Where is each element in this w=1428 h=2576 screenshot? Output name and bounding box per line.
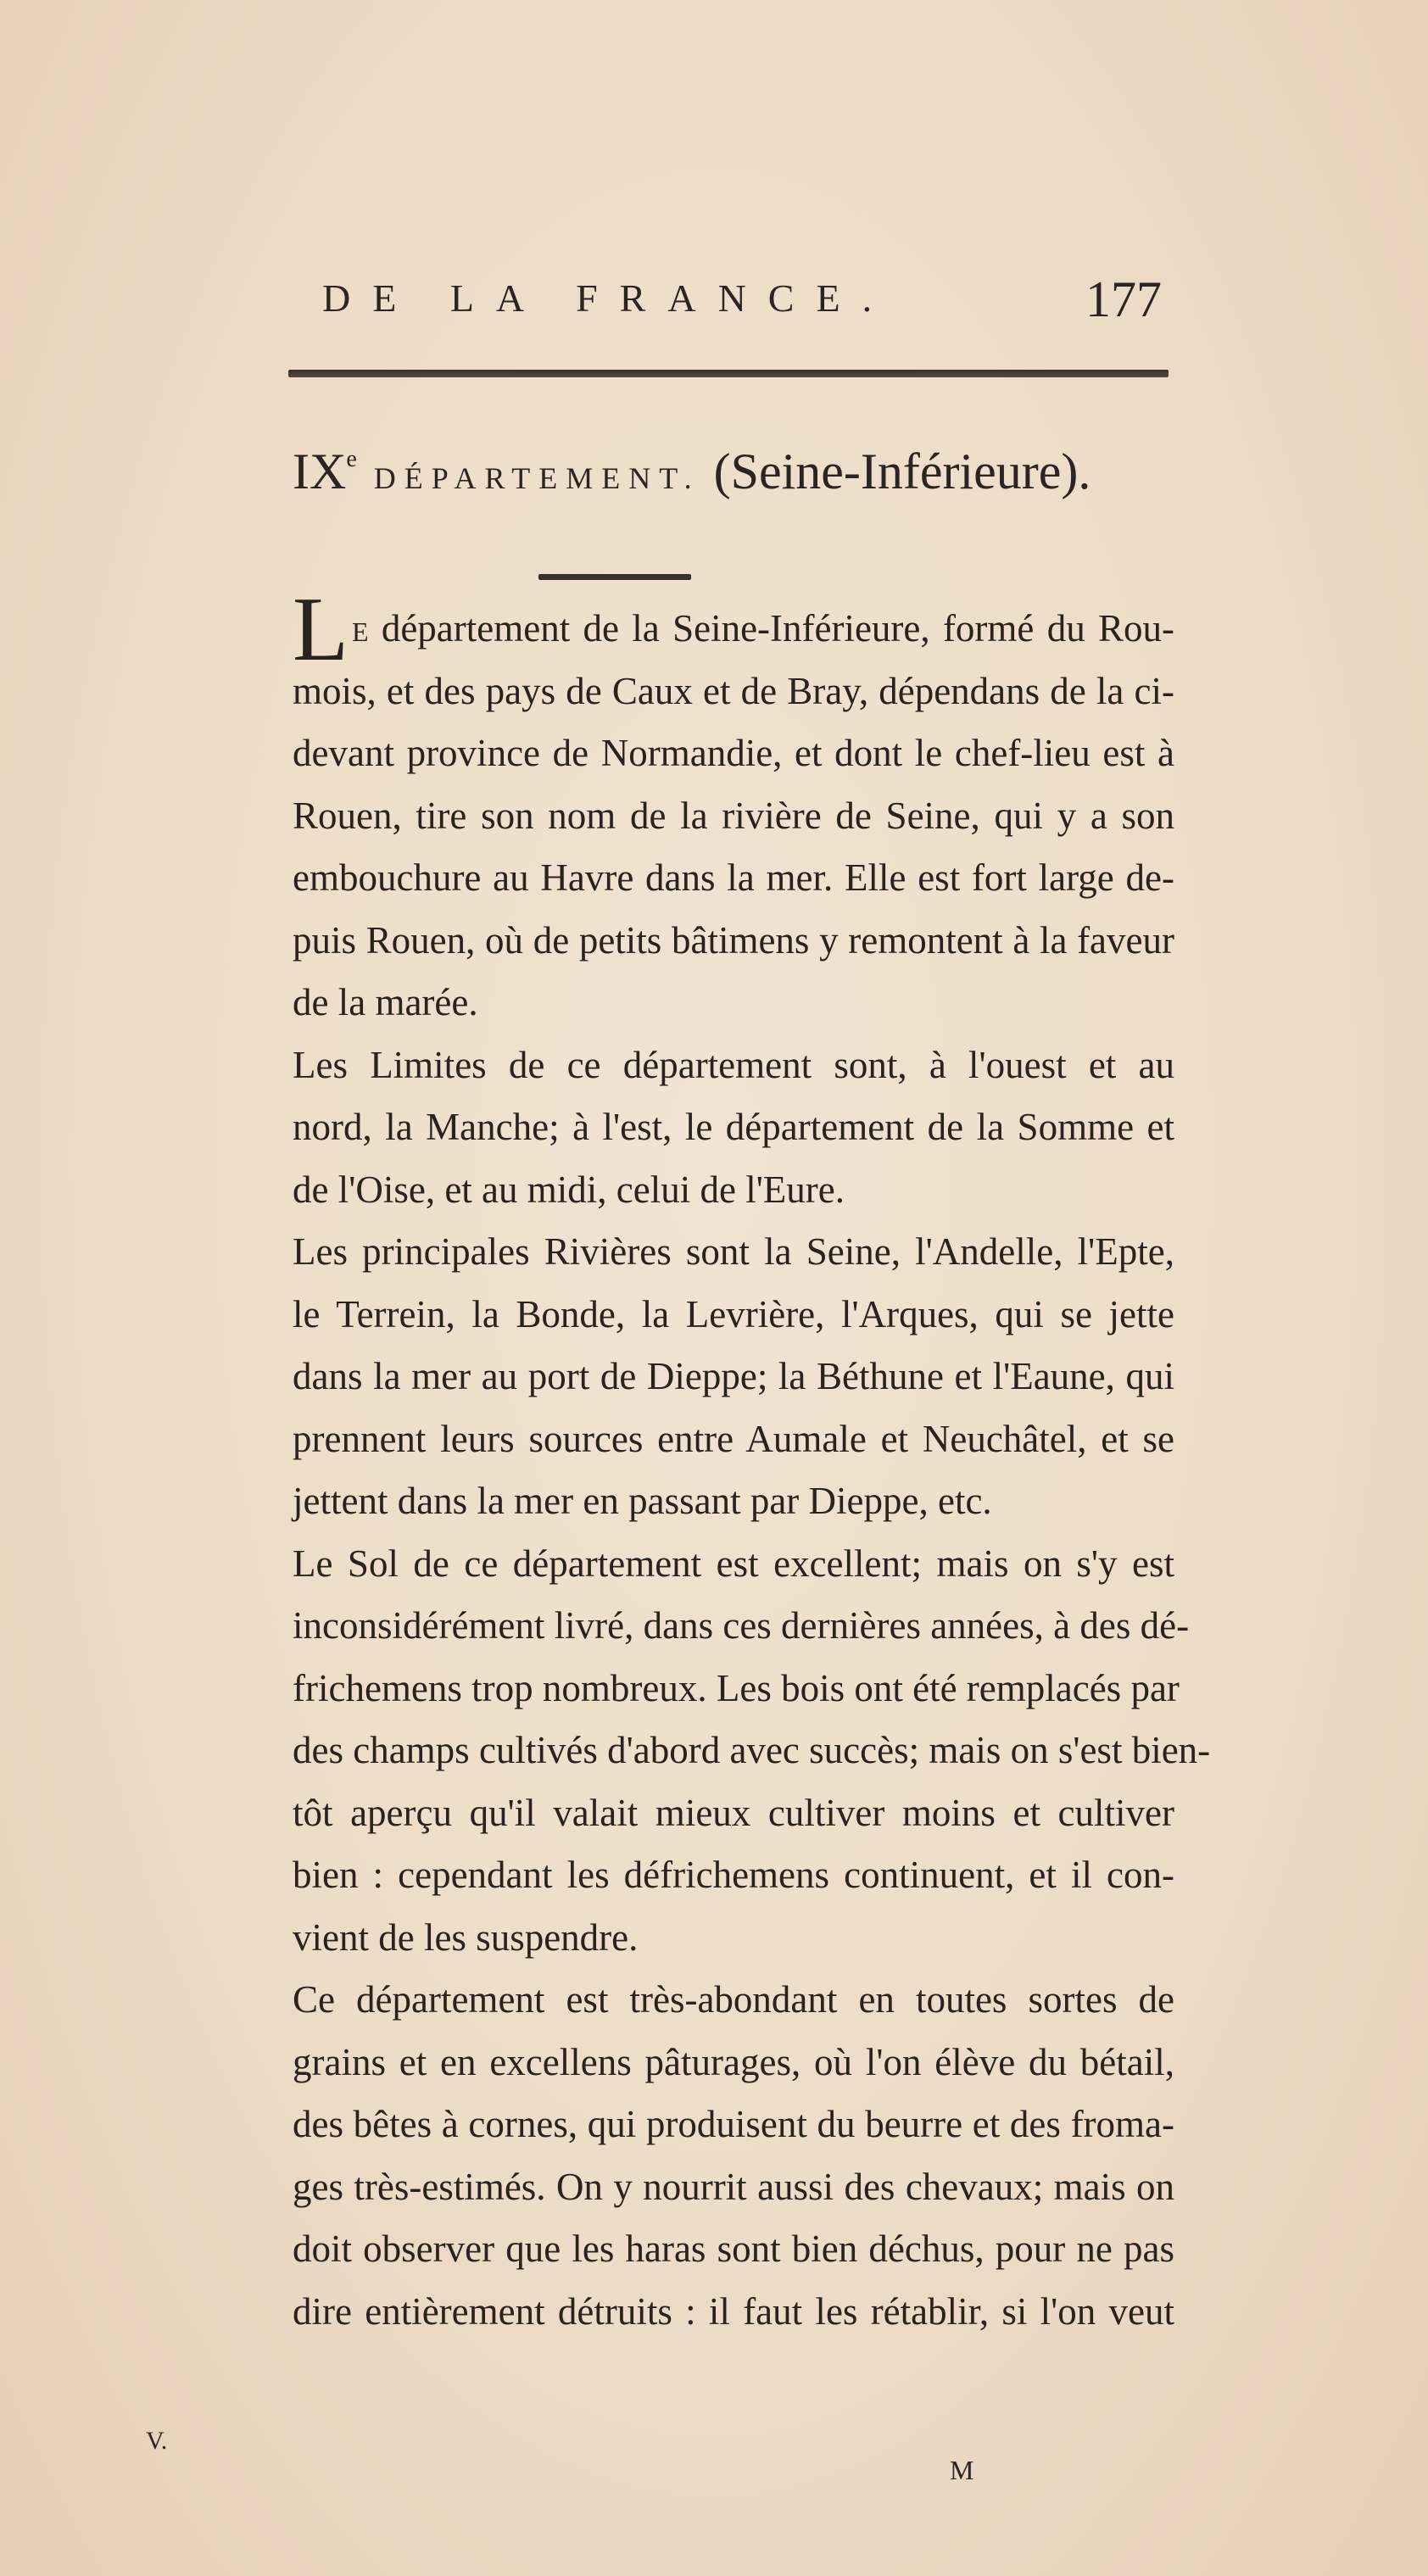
text-line: grains et en excellens pâturages, où l'on élève du bétail, — [293, 2040, 1174, 2083]
text-line: embouchure au Havre dans la mer. Elle est fort large de- — [293, 856, 1174, 899]
text-line: de l'Oise, et au midi, celui de l'Eure. — [293, 1168, 845, 1211]
department-name: (Seine-Inférieure). — [713, 443, 1091, 499]
page-number: 177 — [1085, 271, 1162, 327]
text-line: mois, et des pays de Caux et de Bray, dépendans de la ci- — [293, 669, 1174, 712]
text-line: Le Sol de ce département est excellent; mais on s'y est — [293, 1542, 1174, 1585]
body-text — [293, 579, 1211, 2343]
page-header — [280, 271, 1213, 335]
text-line: de la marée. — [293, 981, 478, 1023]
department-number: IXe — [293, 443, 357, 499]
text-line: ges très-estimés. On y nourrit aussi des chevaux; mais on — [293, 2165, 1174, 2208]
text-line: le Terrein, la Bonde, la Levrière, l'Arques, qui se jette — [293, 1292, 1174, 1335]
text-line: tôt aperçu qu'il valait mieux cultiver moins et cultiver — [293, 1791, 1174, 1834]
signature-mark: V. — [146, 2427, 168, 2455]
text-line: doit observer que les haras sont bien déchus, pour ne pas — [293, 2228, 1174, 2270]
text-line: département de la Seine-Inférieure, formé du Rou- — [368, 607, 1174, 650]
text-line: jettent dans la mer en passant par Dieppe, etc. — [293, 1480, 992, 1522]
department-word: DÉPARTEMENT. — [373, 461, 700, 495]
text-line: nord, la Manche; à l'est, le département de la Somme et — [293, 1106, 1174, 1148]
header-rule — [288, 370, 1169, 377]
text-line: inconsidérément livré, dans ces dernières années, à des dé- — [293, 1604, 1190, 1647]
text-line: devant province de Normandie, et dont le chef-lieu est à — [293, 732, 1174, 774]
text-line-first: L E département de la Seine-Inférieure, formé du Rou- — [293, 579, 1174, 680]
catchword: M — [950, 2455, 974, 2485]
drop-cap-rest: E — [351, 616, 369, 647]
text-line: Les principales Rivières sont la Seine, l'Andelle, l'Epte, — [293, 1230, 1174, 1273]
text-line: prennent leurs sources entre Aumale et Neuchâtel, et se — [293, 1417, 1174, 1460]
ordinal-suffix: e — [346, 446, 357, 472]
text-line: bien : cependant les défrichemens continuent, et il con- — [293, 1854, 1174, 1896]
text-line: Les Limites de ce département sont, à l'ouest et au — [293, 1043, 1174, 1086]
section-rule — [538, 574, 691, 580]
department-title — [293, 443, 1191, 501]
text-line: Rouen, tire son nom de la rivière de Seine, qui y a son — [293, 794, 1174, 837]
text-line: puis Rouen, où de petits bâtimens y remontent à la faveur — [293, 918, 1174, 962]
text-line: des bêtes à cornes, qui produisent du beurre et des froma- — [293, 2103, 1174, 2145]
running-title: DE LA FRANCE. — [322, 276, 895, 320]
text-line: dire entièrement détruits : il faut les rétablir, si l'on veut — [293, 2289, 1174, 2333]
text-line: vient de les suspendre. — [293, 1915, 639, 1959]
text-line: des champs cultivés d'abord avec succès; mais on s'est bien- — [293, 1729, 1211, 1771]
text-line: frichemens trop nombreux. Les bois ont été remplacés par — [293, 1666, 1180, 1709]
text-line: dans la mer au port de Dieppe; la Béthune et l'Eaune, qui — [293, 1355, 1174, 1397]
text-line: Ce département est très-abondant en toutes sortes de — [293, 1978, 1174, 2021]
